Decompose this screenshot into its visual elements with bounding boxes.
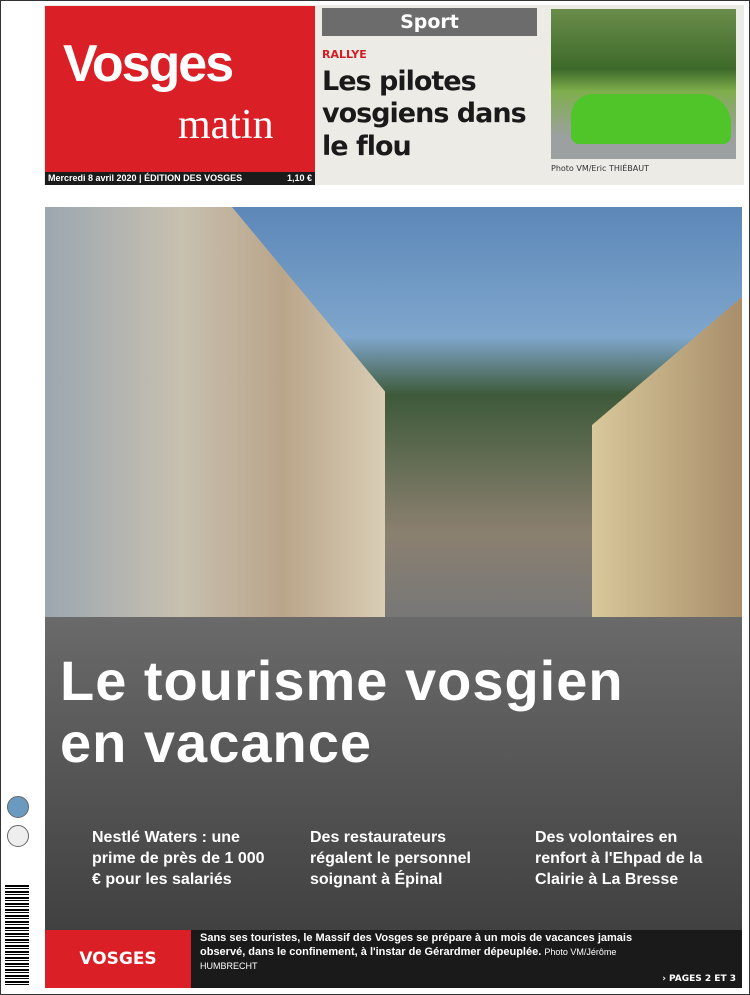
rally-car-photo xyxy=(551,9,736,159)
barcode xyxy=(5,885,29,985)
sub-story-1[interactable]: Nestlé Waters : une prime de près de 1 000 € pour les salariés xyxy=(92,829,265,888)
price: 1,10 € xyxy=(286,173,312,183)
buildings-right xyxy=(592,297,742,617)
sub-story-2[interactable]: Des restaurateurs régalent le personnel soignant à Épinal xyxy=(310,829,471,888)
main-photo xyxy=(45,207,742,930)
main-headline-line1: Le tourisme vosgien xyxy=(60,649,624,712)
main-headline-line2: en vacance xyxy=(60,711,372,774)
logo-vosges: Vosges xyxy=(63,35,233,93)
logo-matin: matin xyxy=(178,102,274,148)
emblem-icon xyxy=(7,825,29,847)
footer-caption xyxy=(200,932,655,973)
main-headline[interactable] xyxy=(60,650,624,774)
teaser-kicker: RALLYE xyxy=(322,48,367,61)
teaser-photo-credit: Photo VM/Eric THIÉBAUT xyxy=(551,164,649,173)
date: Mercredi 8 avril 2020 | ÉDITION DES VOSGES xyxy=(48,173,243,183)
dateline xyxy=(45,172,315,185)
sub-story-3[interactable]: Des volontaires en renfort à l'Ehpad de la Clairie à La Bresse xyxy=(535,829,703,888)
footer-label: VOSGES xyxy=(45,930,191,988)
teaser-headline[interactable]: Les pilotes vosgiens dans le flou xyxy=(322,66,526,162)
masthead-logo[interactable] xyxy=(45,6,315,172)
seal-icon xyxy=(7,796,29,818)
caption-credit: Photo VM/Jérôme HUMBRECHT xyxy=(200,946,617,971)
car-shape xyxy=(571,94,731,144)
pages-link[interactable]: › PAGES 2 ET 3 xyxy=(662,974,736,984)
section-sport[interactable]: Sport xyxy=(322,8,537,36)
buildings-left xyxy=(45,207,385,617)
caption-text: Sans ses touristes, le Massif des Vosges se prépare à un mois de vacances jamais observé, dans le confinement, à l'instar de Gérardmer dépeuplée. xyxy=(200,932,633,958)
footer-band xyxy=(45,930,742,988)
